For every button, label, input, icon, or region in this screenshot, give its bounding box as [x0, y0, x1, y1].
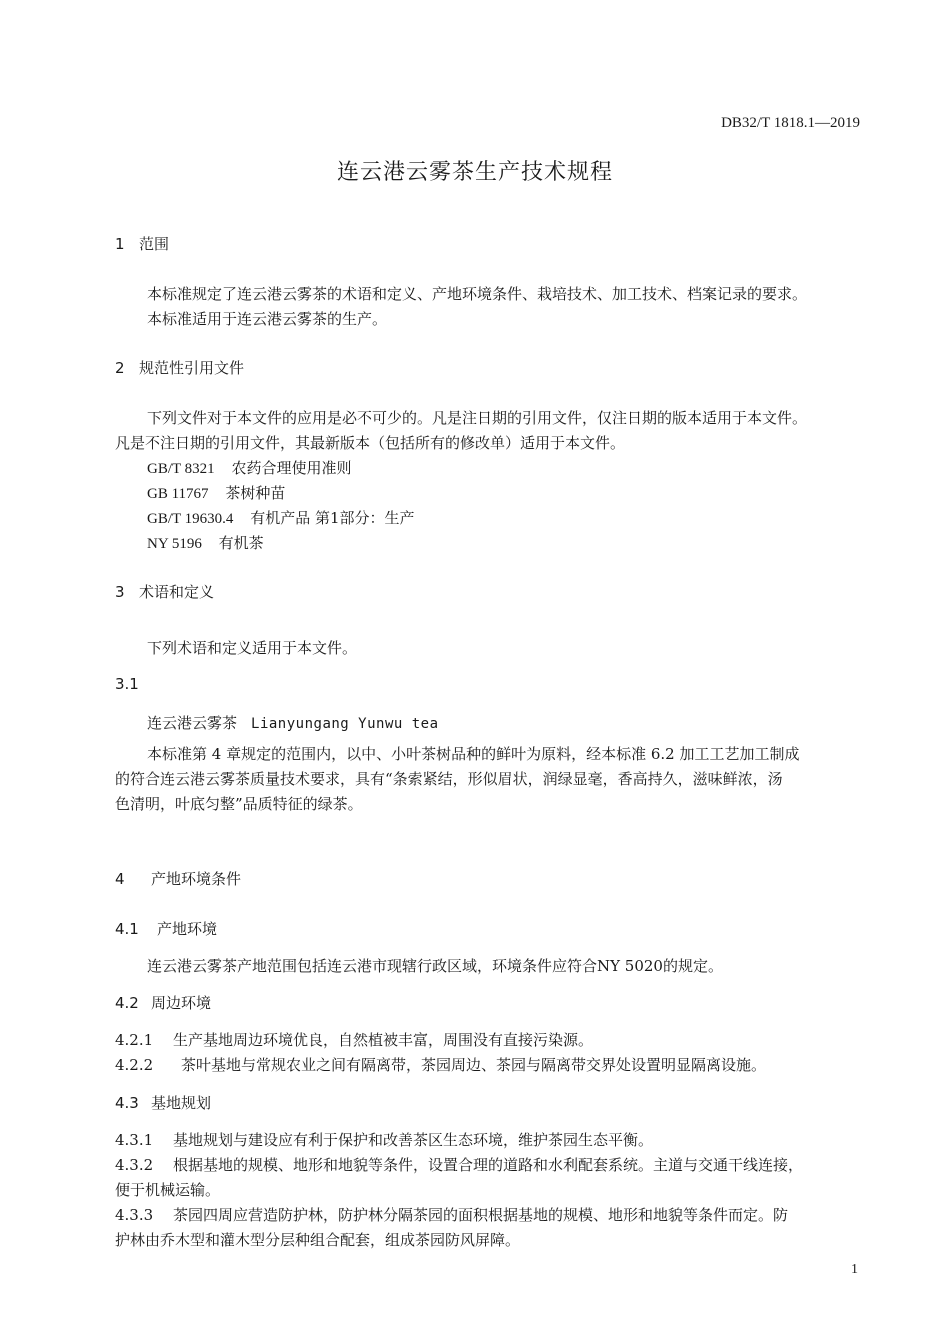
clause-4-2-1 [115, 1029, 593, 1050]
subsection-number: 4.3 [115, 1094, 139, 1112]
subsection-number: 4.1 [115, 920, 139, 938]
reference-code: GB/T 19630.4 [147, 511, 234, 527]
clause-number: 4.2.1 [115, 1031, 154, 1049]
section-number: 1 [115, 235, 125, 253]
subsection-4-3-heading [115, 1092, 211, 1113]
clause-number: 4.3.3 [115, 1206, 154, 1224]
definition-line-3: 色清明，叶底匀整”品质特征的绿茶。 [115, 795, 363, 813]
section-title: 范围 [139, 235, 170, 253]
reference-title: 茶树种苗 [225, 484, 286, 502]
reference-code: GB/T 8321 [147, 461, 215, 477]
clause-text: 茶园四周应营造防护林，防护林分隔茶园的面积根据基地的规模、地形和地貌等条件而定。防 [173, 1206, 789, 1224]
normative-references-line-2: 凡是不注日期的引用文件，其最新版本（包括所有的修改单）适用于本文件。 [115, 434, 626, 452]
clause-text: 根据基地的规模、地形和地貌等条件，设置合理的道路和水利配套系统。主道与交通干线连接， [173, 1156, 804, 1174]
document-code: DB32/T 1818.1—2019 [721, 115, 860, 131]
terms-intro: 下列术语和定义适用于本文件。 [147, 639, 358, 657]
reference-title: 有机茶 [218, 534, 264, 552]
clause-4-3-1 [115, 1129, 653, 1150]
subsection-title: 周边环境 [151, 994, 212, 1012]
clause-4-2-2 [115, 1054, 766, 1075]
reference-item [147, 482, 285, 503]
page-number: 1 [851, 1262, 858, 1277]
clause-4-3-2-line-2: 便于机械运输。 [115, 1181, 221, 1199]
reference-item [147, 457, 351, 478]
section-1-heading [115, 233, 169, 254]
reference-item [147, 507, 415, 528]
clause-text: 茶叶基地与常规农业之间有隔离带，茶园周边、茶园与隔离带交界处设置明显隔离设施。 [181, 1056, 767, 1074]
document-title: 连云港云雾茶生产技术规程 [336, 160, 613, 185]
clause-text: 基地规划与建设应有利于保护和改善茶区生态环境，维护茶园生态平衡。 [173, 1131, 654, 1149]
origin-environment-text: 连云港云雾茶产地范围包括连云港市现辖行政区域，环境条件应符合NY 5020的规定。 [147, 957, 723, 975]
clause-number: 4.3.1 [115, 1131, 154, 1149]
subsection-title: 产地环境 [157, 920, 218, 938]
section-4-heading [115, 868, 241, 889]
scope-paragraph-2: 本标准适用于连云港云雾茶的生产。 [147, 310, 388, 328]
reference-title: 农药合理使用准则 [231, 459, 352, 477]
section-title: 术语和定义 [139, 583, 215, 601]
reference-item [147, 532, 264, 553]
clause-text: 生产基地周边环境优良，自然植被丰富，周围没有直接污染源。 [173, 1031, 594, 1049]
reference-code: GB 11767 [147, 486, 209, 502]
clause-number: 4.2.2 [115, 1056, 154, 1074]
subsection-4-2-heading [115, 992, 211, 1013]
section-number: 4 [115, 870, 125, 888]
section-number: 2 [115, 359, 125, 377]
section-title: 规范性引用文件 [139, 359, 245, 377]
definition-line-2: 的符合连云港云雾茶质量技术要求，具有“条索紧结，形似眉状，润绿显毫，香高持久，滋味鲜浓，汤 [115, 770, 783, 788]
scope-paragraph-1: 本标准规定了连云港云雾茶的术语和定义、产地环境条件、栽培技术、加工技术、档案记录的要求。 [147, 285, 808, 303]
subsection-3-1-number: 3.1 [115, 675, 139, 693]
section-2-heading [115, 357, 244, 378]
clause-4-3-3-line-2: 护林由乔木型和灌木型分层种组合配套，组成茶园防风屏障。 [115, 1231, 521, 1249]
term-chinese: 连云港云雾茶 [147, 714, 238, 732]
reference-title: 有机产品 第1部分：生产 [250, 509, 415, 527]
subsection-title: 基地规划 [151, 1094, 212, 1112]
section-number: 3 [115, 583, 125, 601]
term-english: Lianyungang Yunwu tea [251, 716, 439, 732]
reference-code: NY 5196 [147, 536, 202, 552]
term-entry [147, 712, 439, 733]
normative-references-line-1: 下列文件对于本文件的应用是必不可少的。凡是注日期的引用文件，仅注日期的版本适用于本文件。 [147, 409, 808, 427]
definition-line-1: 本标准第 4 章规定的范围内，以中、小叶茶树品种的鲜叶为原料，经本标准 6.2 加工工艺加工制成 [147, 745, 800, 763]
clause-4-3-3-line-1 [115, 1204, 788, 1225]
subsection-4-1-heading [115, 918, 217, 939]
clause-number: 4.3.2 [115, 1156, 154, 1174]
section-title: 产地环境条件 [151, 870, 242, 888]
subsection-number: 4.2 [115, 994, 139, 1012]
clause-4-3-2-line-1 [115, 1154, 803, 1175]
section-3-heading [115, 581, 214, 602]
